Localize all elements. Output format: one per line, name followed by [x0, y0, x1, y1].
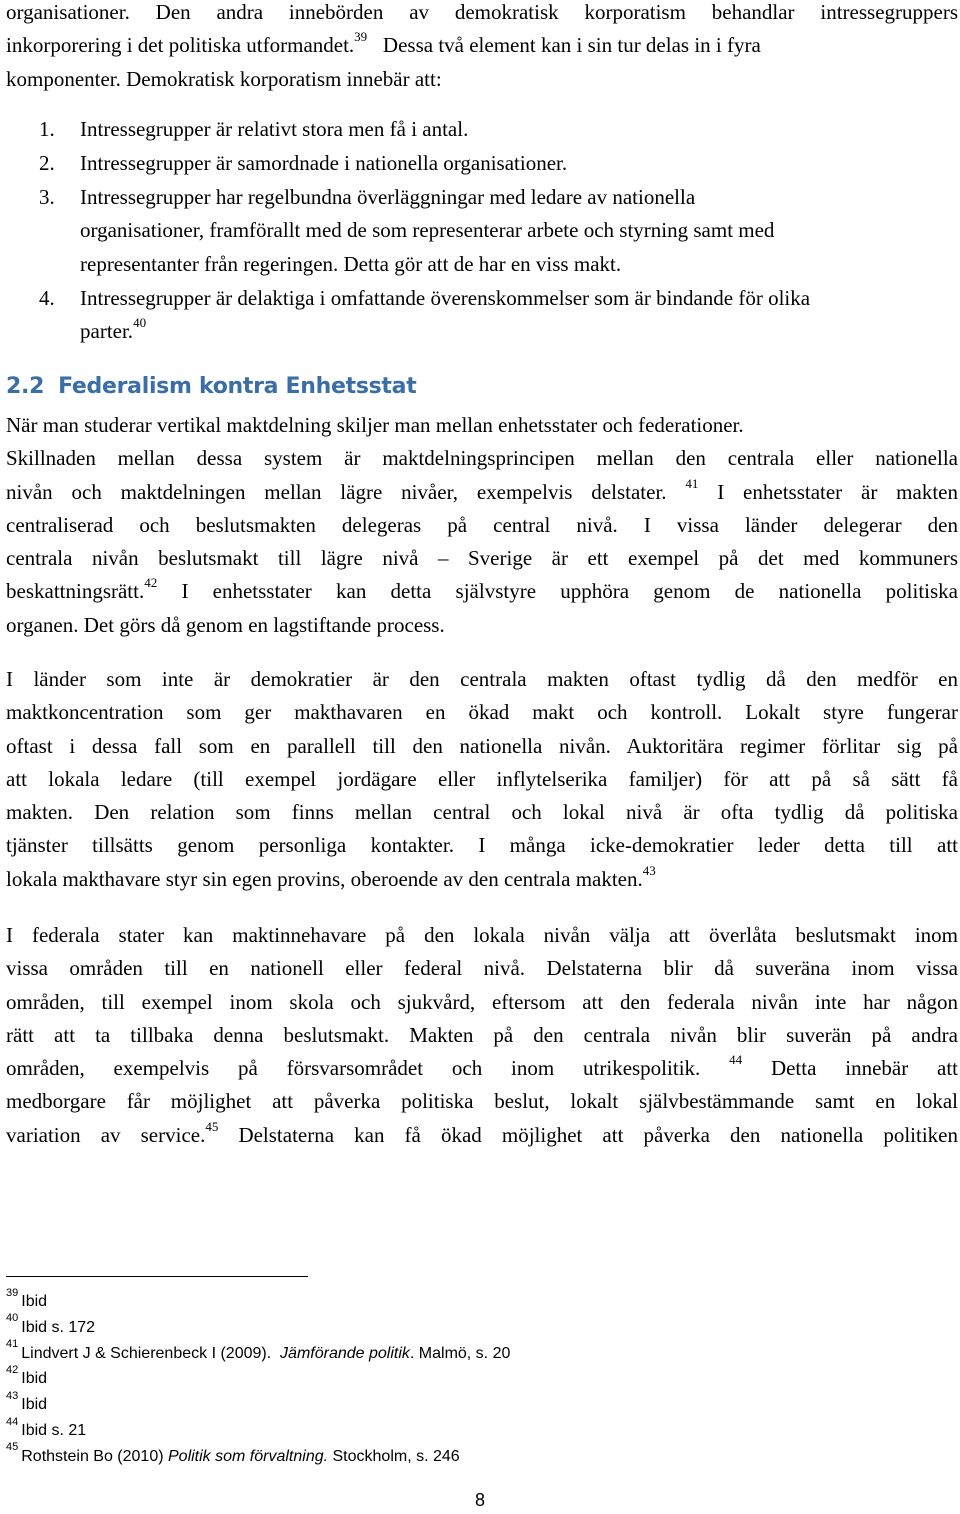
footnote-ref[interactable]: 39 — [354, 29, 368, 45]
text-line: Skillnaden mellan dessa system är maktdelningsprincipen mellan den centrala eller nationella — [6, 446, 958, 471]
text-segment — [367, 33, 383, 57]
footnote — [6, 1389, 510, 1418]
footnote-ref[interactable]: 43 — [642, 862, 656, 878]
footnote-ref[interactable]: 42 — [144, 575, 158, 591]
section-number: 2.2 — [6, 374, 45, 399]
footnote-text: Ibid — [21, 1293, 48, 1310]
paragraph — [6, 919, 958, 1152]
footnote — [6, 1286, 510, 1315]
text-line: representanter från regeringen. Detta gör att de har en viss makt. — [80, 251, 622, 276]
footnote-ref[interactable]: 44 — [729, 1052, 743, 1068]
footnote-ref[interactable]: 40 — [133, 315, 147, 331]
text-line: organisationer. Den andra innebörden av demokratisk korporatism behandlar intressegruppers — [6, 0, 958, 24]
text-line: tjänster tillsätts genom personliga kontakter. I många icke-demokratier leder detta till att — [6, 833, 958, 858]
list-text — [80, 282, 958, 349]
text-segment: lokala makthavare styr sin egen provins, oberoende av den centrala makten. — [6, 866, 643, 891]
text-segment: nivån och maktdelningen mellan lägre nivåer, exempelvis delstater. — [6, 479, 667, 504]
text-line: maktkoncentration som ger makthavaren en ökad makt och kontroll. Lokalt styre fungerar — [6, 700, 958, 725]
list-text — [80, 181, 958, 281]
text-line: centrala nivån beslutsmakt till lägre nivå – Sverige är ett exempel på det med kommuners — [6, 546, 958, 571]
footnote-number: 43 — [6, 1389, 19, 1402]
footnote — [6, 1312, 510, 1341]
section-heading — [6, 370, 416, 404]
paragraph — [6, 409, 958, 642]
text-line: rätt att ta tillbaka denna beslutsmakt. Makten på den centrala nivån blir suverän på andra — [6, 1022, 958, 1047]
intro-paragraph — [6, 0, 958, 96]
text-line — [6, 575, 958, 608]
text-segment: variation av service. — [6, 1122, 206, 1147]
text-line: komponenter. Demokratisk korporatism innebär att: — [6, 66, 442, 91]
footnote — [6, 1441, 510, 1470]
list-number: 2. — [39, 151, 55, 175]
footnote-ref[interactable]: 41 — [685, 475, 699, 491]
text-line — [6, 1052, 958, 1085]
text-line: Intressegrupper har regelbundna överläggningar med ledare av nationella — [80, 185, 696, 209]
text-line — [6, 476, 958, 509]
text-line: makten. Den relation som finns mellan central och lokal nivå är ofta tydlig då politiska — [6, 800, 958, 825]
text-line: organisationer, framförallt med de som representerar arbete och styrning samt med — [80, 218, 775, 243]
paragraph — [6, 663, 958, 896]
text-segment: I enhetsstater är makten — [717, 479, 958, 504]
list-text — [80, 113, 958, 146]
text-segment: Delstaterna kan få ökad möjlighet att påverka den nationella politiken — [238, 1122, 959, 1147]
footnote-ref[interactable]: 45 — [205, 1118, 219, 1134]
text-line — [6, 863, 958, 896]
text-line: Intressegrupper är delaktiga i omfattande överenskommelser som är bindande för olika — [80, 286, 811, 310]
footnote-text: Ibid — [21, 1370, 48, 1388]
text-line: vissa områden till en nationell eller federal nivå. Delstaterna blir då suveräna inom vissa — [6, 956, 958, 981]
footnote-title: Politik som förvaltning. — [168, 1447, 329, 1465]
text-line: områden, till exempel inom skola och sjukvård, eftersom att den federala nivån inte har någon — [6, 989, 958, 1014]
footnote — [6, 1338, 511, 1367]
list-number: 4. — [39, 286, 55, 310]
text-line: När man studerar vertikal maktdelning skiljer man mellan enhetsstater och federationer. — [6, 413, 744, 437]
text-line: organen. Det görs då genom en lagstiftande process. — [6, 612, 445, 637]
text-segment: I enhetsstater kan detta självstyre upphöra genom de nationella politiska — [181, 579, 959, 604]
text-line: I federala stater kan maktinnehavare på den lokala nivån välja att överlåta beslutsmakt inom — [6, 923, 958, 947]
section-title: Federalism kontra Enhetsstat — [58, 374, 417, 399]
list-number: 3. — [39, 185, 55, 209]
footnote-text: Stockholm, s. 246 — [328, 1447, 460, 1465]
footnote-text: Lindvert J & Schierenbeck I (2009). — [21, 1344, 281, 1362]
text-segment: Dessa två element kan i sin tur delas in i fyra — [382, 33, 761, 58]
footnote-text: Ibid s. 21 — [21, 1421, 87, 1439]
footnote-number: 42 — [6, 1364, 19, 1377]
text-line — [6, 29, 958, 62]
footnotes — [6, 1286, 511, 1470]
text-line: Intressegrupper är relativt stora men få i antal. — [80, 117, 469, 141]
text-line: I länder som inte är demokratier är den centrala makten oftast tydlig då den medför en — [6, 667, 958, 691]
footnote-text: . Malmö, s. 20 — [409, 1344, 511, 1362]
footnote-text: Ibid s. 172 — [21, 1318, 96, 1336]
footnote-number: 39 — [6, 1286, 19, 1299]
footnote-text: Ibid — [21, 1396, 48, 1414]
text-segment: inkorporering i det politiska utformandet. — [6, 33, 355, 58]
text-line: centraliserad och beslutsmakten delegeras på central nivå. I vissa länder delegerar den — [6, 512, 958, 537]
text-line — [80, 315, 958, 348]
footnote-number: 44 — [6, 1415, 19, 1428]
footnote — [6, 1366, 510, 1392]
text-line: Intressegrupper är samordnade i nationella organisationer. — [80, 151, 568, 175]
footnote-number: 41 — [6, 1338, 19, 1351]
text-segment: områden, exempelvis på försvarsområdet och inom utrikespolitik. — [6, 1056, 701, 1081]
list-number: 1. — [39, 117, 55, 141]
text-segment: Detta innebär att — [770, 1056, 959, 1081]
footnote — [6, 1415, 510, 1444]
text-line: medborgare får möjlighet att påverka politiska beslut, lokalt självbestämmande samt en lokal — [6, 1089, 958, 1114]
text-segment: parter. — [80, 319, 134, 344]
text-line: att lokala ledare (till exempel jordägare eller inflytelserika familjer) för att på så sätt få — [6, 766, 958, 791]
list-text — [80, 147, 958, 180]
text-line: oftast i dessa fall som en parallell till den nationella nivån. Auktoritära regimer förlitar sig på — [6, 733, 958, 758]
page-number: 8 — [474, 1490, 485, 1510]
footnote-number: 40 — [6, 1312, 19, 1325]
text-segment: beskattningsrätt. — [6, 579, 145, 604]
text-line — [6, 1119, 958, 1152]
footnote-title: Jämförande politik — [280, 1344, 410, 1362]
footnote-separator — [6, 1276, 308, 1277]
footnote-text: Rothstein Bo (2010) — [21, 1447, 168, 1465]
footnote-number: 45 — [6, 1441, 19, 1454]
